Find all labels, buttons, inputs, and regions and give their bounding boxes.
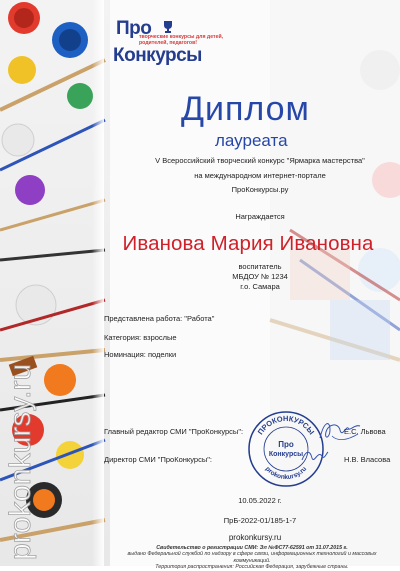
vertical-watermark-text: prokonkursy.ru: [4, 363, 37, 560]
decorative-band: [92, 0, 104, 566]
stamp-top-text: ПРОКОНКУРСЫ: [255, 413, 317, 437]
winner-organization: МБДОУ № 1234: [232, 272, 288, 281]
awarded-label: Награждается: [235, 212, 285, 221]
trophy-icon: [161, 20, 175, 34]
stamp-center-konkursy: Конкурсы: [268, 451, 304, 458]
registration-info: [112, 545, 392, 570]
editor-label: Главный редактор СМИ "ПроКонкурсы":: [104, 427, 244, 436]
editor-name: Е.С. Львова: [344, 427, 386, 436]
director-label: Директор СМИ "ПроКонкурсы":: [104, 455, 212, 464]
document-number: ПрБ-2022-01/185-1-7: [223, 516, 297, 525]
registration-line-2: выдано Федеральной службой по надзору в сфере связи, информационных технологий и массовых коммуникаций.: [127, 551, 377, 564]
director-signature: [300, 446, 330, 466]
prokonkursy-logo: [113, 18, 224, 70]
stamp-center-pro: Про: [278, 440, 294, 449]
logo-konkursy-text: Конкурсы: [113, 45, 202, 66]
director-name: Н.В. Власова: [344, 455, 391, 464]
logo-tagline: творческие конкурсы для детей, родителей, педагогов!: [139, 34, 224, 46]
nomination: Номинация: поделки: [104, 350, 177, 359]
vertical-watermark: [6, 0, 36, 566]
category: Категория: взрослые: [104, 333, 177, 342]
winner-position: воспитатель: [238, 262, 282, 271]
work-title: Представлена работа: "Работа": [104, 314, 215, 323]
registration-line-1: Свидетельство о регистрации СМИ: Эл №ФС77-62591 от 31.07.2015 г.: [156, 545, 348, 551]
logo-pro-text: Про: [116, 18, 152, 39]
winner-city: г.о. Самара: [240, 282, 280, 291]
issue-date: 10.05.2022 г.: [238, 496, 282, 505]
registration-line-3: Территория распространения: Российская Федерация, зарубежные страны.: [155, 563, 349, 570]
diploma-subtitle: лауреата: [215, 131, 288, 150]
winner-name: Иванова Мария Ивановна: [122, 232, 374, 255]
diploma-title: Диплом: [181, 90, 310, 128]
site-url: prokonkursy.ru: [228, 533, 282, 542]
stamp-bottom-text: prokonkursy.ru: [263, 465, 309, 482]
event-line-3: ПроКонкурсы.ру: [231, 185, 289, 194]
vertical-watermark-svg: [6, 0, 36, 566]
event-line-1: V Всероссийский творческий конкурс "Ярмарка мастерства": [155, 156, 365, 165]
event-line-2: на международном интернет-портале: [194, 171, 326, 180]
